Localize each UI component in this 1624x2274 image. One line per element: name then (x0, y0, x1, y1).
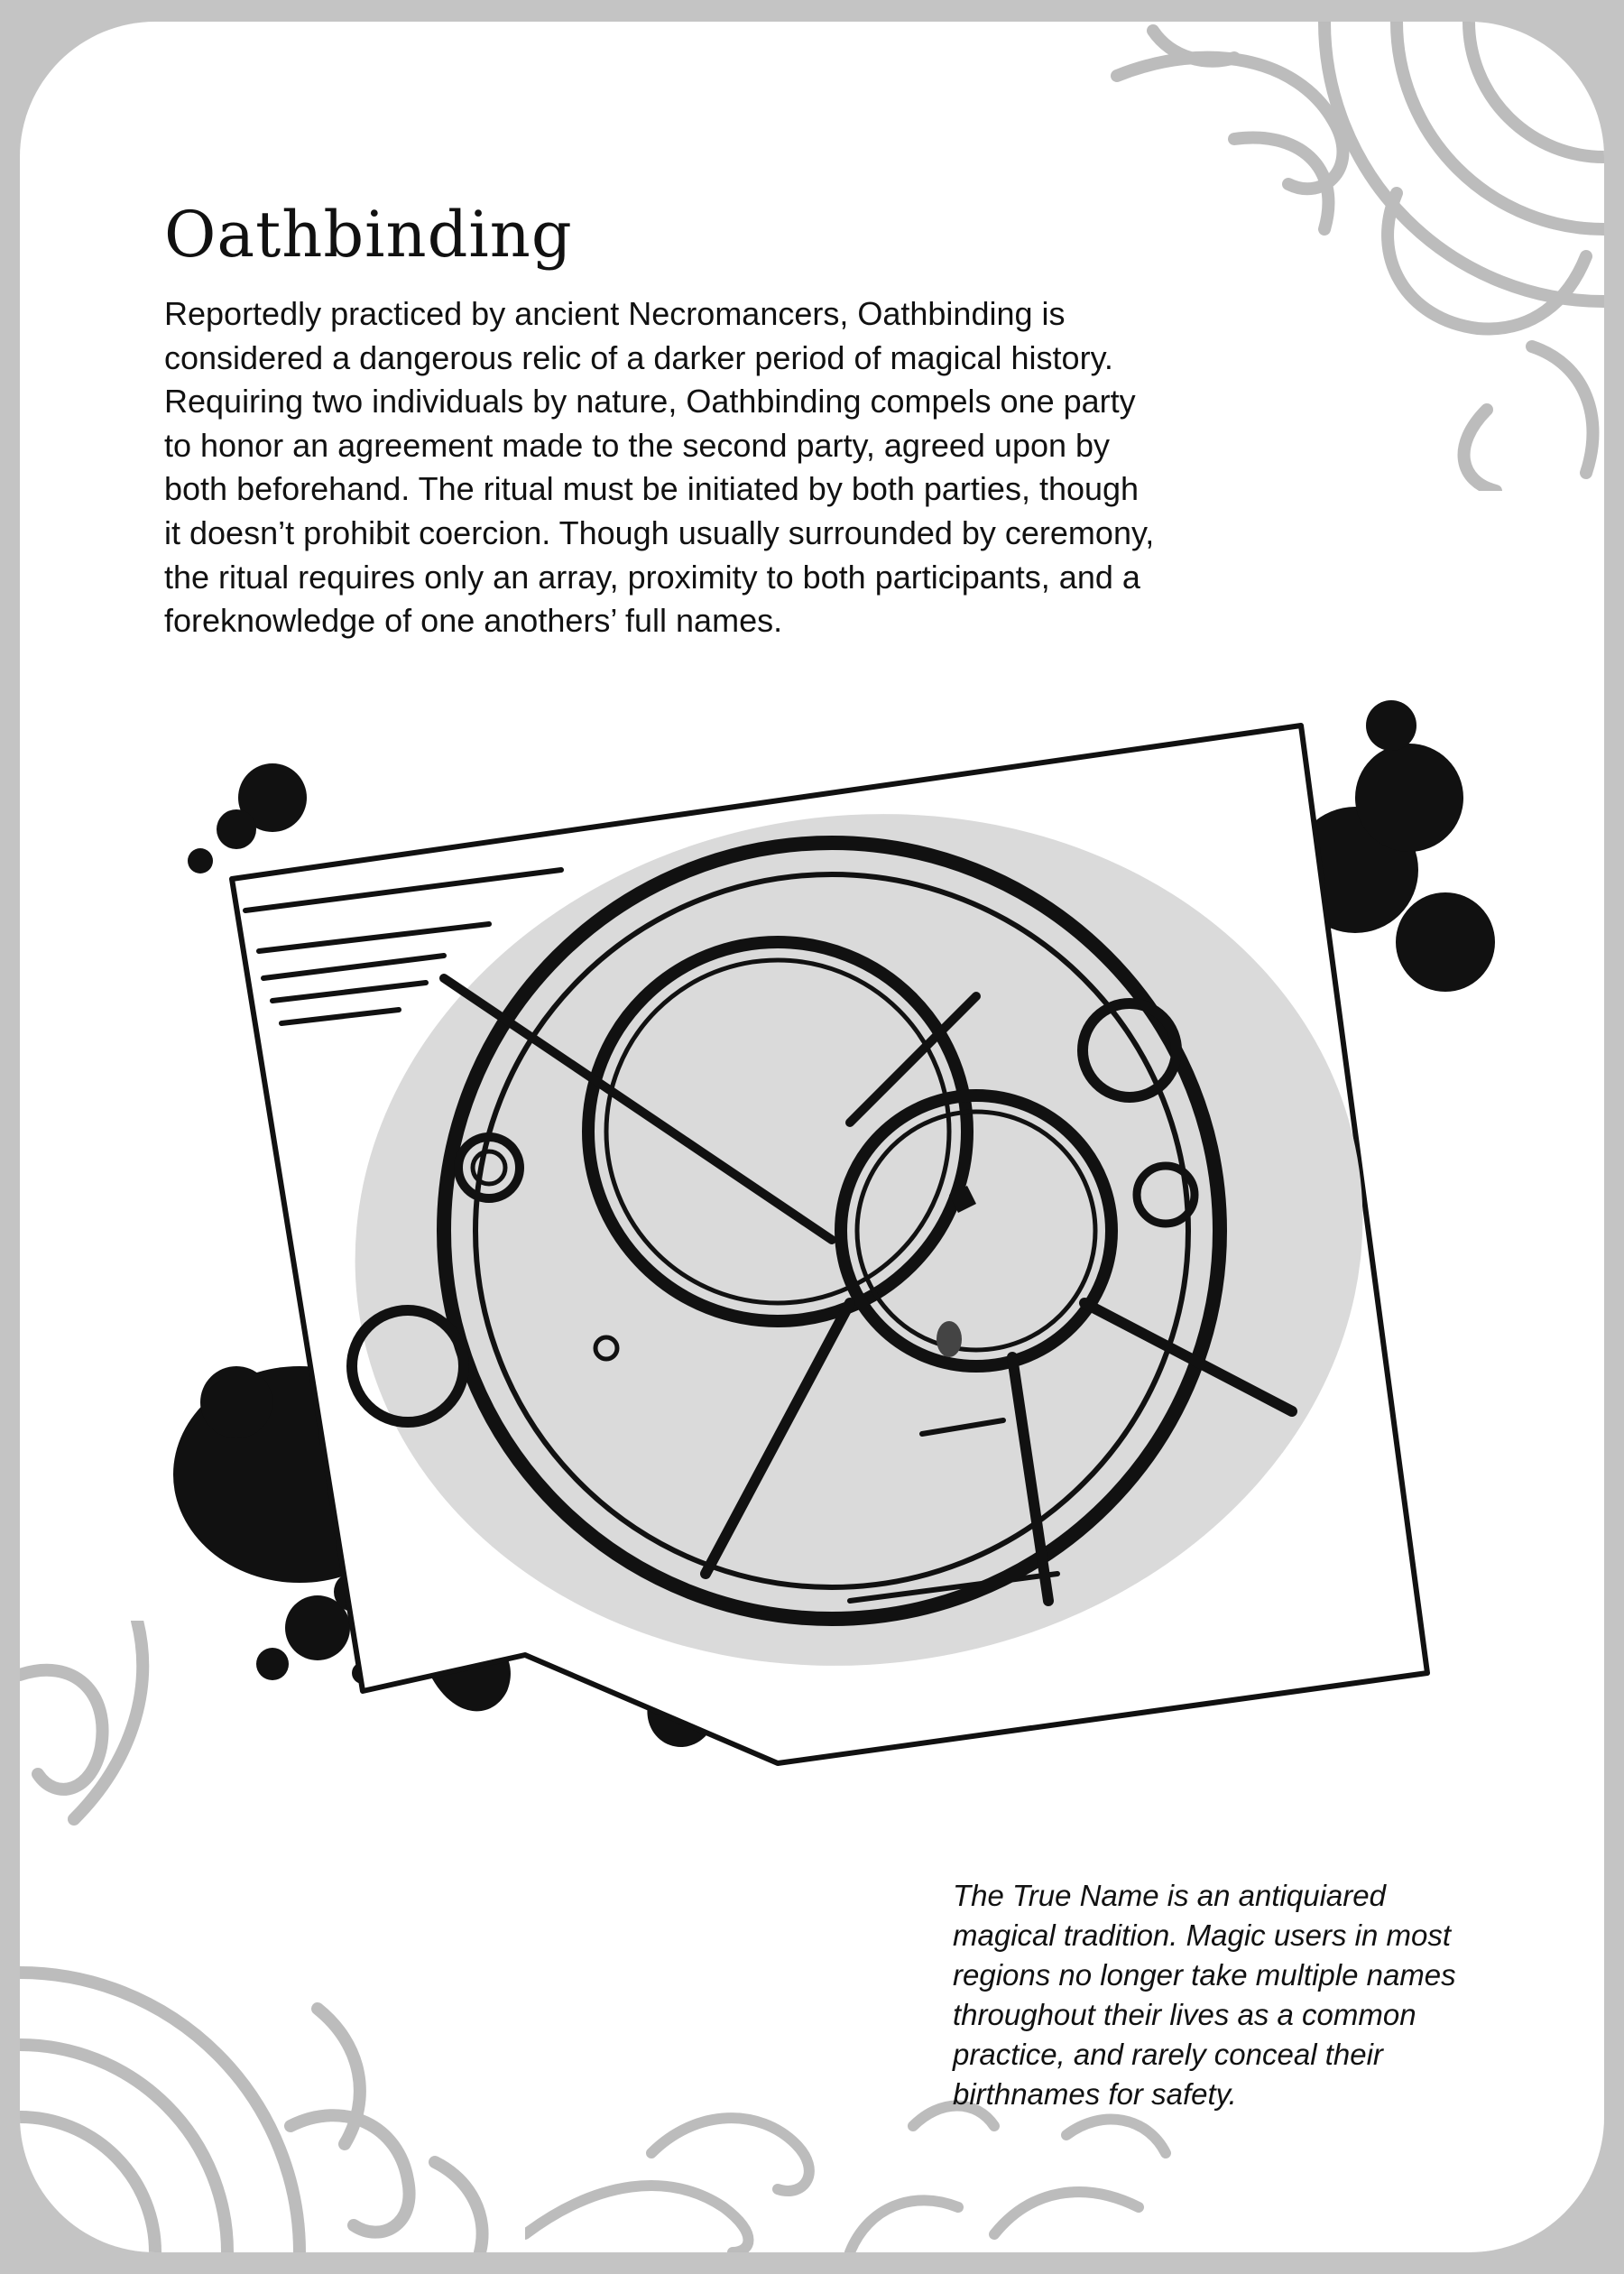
intro-line: both beforehand. The ritual must be initiated by both parties, though (164, 470, 1140, 508)
intro-line: it doesn’t prohibit coercion. Though usually surrounded by ceremony, (164, 513, 1155, 551)
page-title: Oathbinding (164, 198, 573, 272)
caption-line: throughout their lives as a common (953, 1998, 1416, 2031)
ritual-array-parchment-illustration (146, 653, 1554, 1808)
intro-line: Reportedly practiced by ancient Necromancers, Oathbinding is (164, 295, 1066, 332)
caption-paragraph (953, 1876, 1530, 2114)
page (20, 22, 1604, 2252)
intro-line: considered a dangerous relic of a darker period of magical history. (164, 338, 1113, 376)
caption-line: The True Name is an antiquiared (953, 1879, 1386, 1912)
caption-line: birthnames for safety. (953, 2077, 1237, 2111)
intro-line: Requiring two individuals by nature, Oathbinding compels one party (164, 383, 1136, 421)
intro-line: the ritual requires only an array, proximity to both participants, and a (164, 558, 1140, 596)
intro-line: foreknowledge of one anothers’ full names. (164, 602, 783, 640)
caption-line: practice, and rarely conceal their (953, 2038, 1383, 2071)
caption-line: magical tradition. Magic users in most (953, 1918, 1452, 1952)
intro-line: to honor an agreement made to the second party, agreed upon by (164, 426, 1111, 464)
intro-paragraph (164, 292, 1247, 643)
caption-line: regions no longer take multiple names (953, 1958, 1456, 1992)
